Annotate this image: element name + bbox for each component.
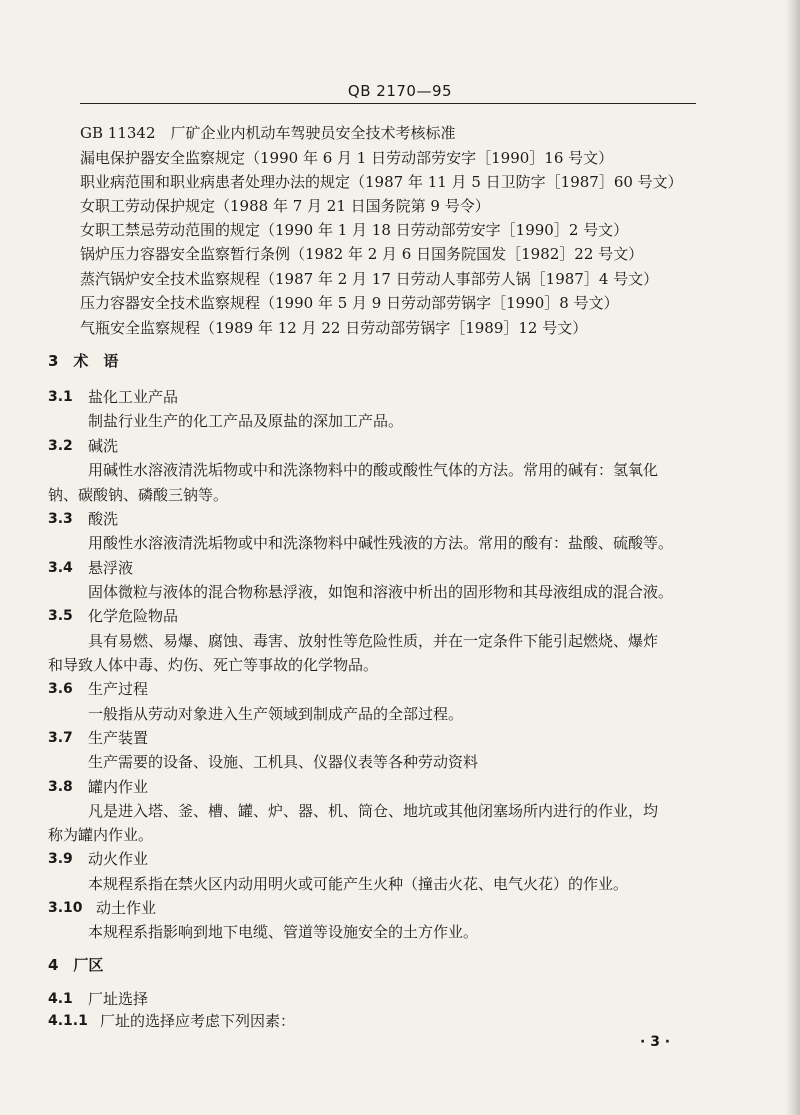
reference-line: GB 11342 厂矿企业内机动车驾驶员安全技术考核标准 [80, 124, 456, 142]
reference-line: 蒸汽锅炉安全技术监察规程（1987 年 2 月 17 日劳动人事部劳人锅［1987］4 号文） [80, 270, 659, 288]
term-number: 3.5 [48, 608, 73, 624]
term-number: 3.9 [48, 851, 73, 867]
term-number: 3.3 [48, 511, 73, 527]
term-definition: 生产需要的设备、设施、工机具、仪器仪表等各种劳动资料 [88, 753, 479, 771]
header-rule [80, 103, 696, 104]
reference-line: 女职工禁忌劳动范围的规定（1990 年 1 月 18 日劳动部劳安字［1990］2 号文） [80, 221, 629, 239]
term-title: 罐内作业 [88, 778, 149, 796]
term-definition: 用碱性水溶液清洗垢物或中和洗涤物料中的酸或酸性气体的方法。常用的碱有：氢氧化 [88, 461, 659, 479]
term-title: 生产过程 [88, 680, 149, 698]
reference-line: 职业病范围和职业病患者处理办法的规定（1987 年 11 月 5 日卫防字［1987］60 号文） [80, 173, 683, 191]
page-number: · 3 · [640, 1034, 671, 1050]
term-definition: 称为罐内作业。 [48, 826, 154, 844]
term-title: 酸洗 [88, 510, 119, 528]
term-definition: 钠、碳酸钠、磷酸三钠等。 [48, 486, 229, 504]
term-title: 动火作业 [88, 850, 149, 868]
term-number: 3.4 [48, 560, 73, 576]
clause-title: 厂址选择 [88, 990, 149, 1008]
reference-line: 气瓶安全监察规程（1989 年 12 月 22 日劳动部劳锅字［1989］12 号文） [80, 319, 588, 337]
term-definition: 制盐行业生产的化工产品及原盐的深加工产品。 [88, 412, 404, 430]
term-number: 3.7 [48, 730, 73, 746]
reference-line: 漏电保护器安全监察规定（1990 年 6 月 1 日劳动部劳安字［1990］16 号文） [80, 149, 614, 167]
term-number: 3.1 [48, 389, 73, 405]
section-heading-terms: 3 术 语 [48, 352, 119, 370]
reference-line: 锅炉压力容器安全监察暂行条例（1982 年 2 月 6 日国务院国发［1982］22 号文） [80, 245, 644, 263]
term-title: 动土作业 [96, 899, 157, 917]
term-definition: 用酸性水溶液清洗垢物或中和洗涤物料中碱性残液的方法。常用的酸有：盐酸、硫酸等。 [88, 534, 674, 552]
term-title: 盐化工业产品 [88, 388, 179, 406]
term-number: 3.2 [48, 438, 73, 454]
term-title: 悬浮液 [88, 559, 134, 577]
term-definition: 具有易燃、易爆、腐蚀、毒害、放射性等危险性质，并在一定条件下能引起燃烧、爆炸 [88, 632, 659, 650]
term-definition: 和导致人体中毒、灼伤、死亡等事故的化学物品。 [48, 656, 379, 674]
term-number: 3.8 [48, 779, 73, 795]
reference-line: 压力容器安全技术监察规程（1990 年 5 月 9 日劳动部劳锅字［1990］8 号文） [80, 294, 619, 312]
term-number: 3.10 [48, 900, 83, 916]
term-definition: 一般指从劳动对象进入生产领域到制成产品的全部过程。 [88, 705, 464, 723]
page-edge-shadow [786, 0, 800, 1115]
clause-number: 4.1.1 [48, 1013, 88, 1029]
term-title: 化学危险物品 [88, 607, 179, 625]
term-definition: 本规程系指在禁火区内动用明火或可能产生火种（撞击火花、电气火花）的作业。 [88, 875, 629, 893]
term-number: 3.6 [48, 681, 73, 697]
term-definition: 固体微粒与液体的混合物称悬浮液，如饱和溶液中析出的固形物和其母液组成的混合液。 [88, 583, 674, 601]
reference-line: 女职工劳动保护规定（1988 年 7 月 21 日国务院第 9 号令） [80, 197, 490, 215]
section-heading-factory-area: 4 厂区 [48, 956, 104, 974]
clause-number: 4.1 [48, 991, 73, 1007]
term-definition: 本规程系指影响到地下电缆、管道等设施安全的土方作业。 [88, 923, 479, 941]
term-definition: 凡是进入塔、釜、槽、罐、炉、器、机、筒仓、地坑或其他闭塞场所内进行的作业，均 [88, 802, 659, 820]
term-title: 生产装置 [88, 729, 149, 747]
term-title: 碱洗 [88, 437, 119, 455]
document-code: QB 2170—95 [347, 82, 453, 100]
clause-title: 厂址的选择应考虑下列因素： [100, 1012, 296, 1030]
